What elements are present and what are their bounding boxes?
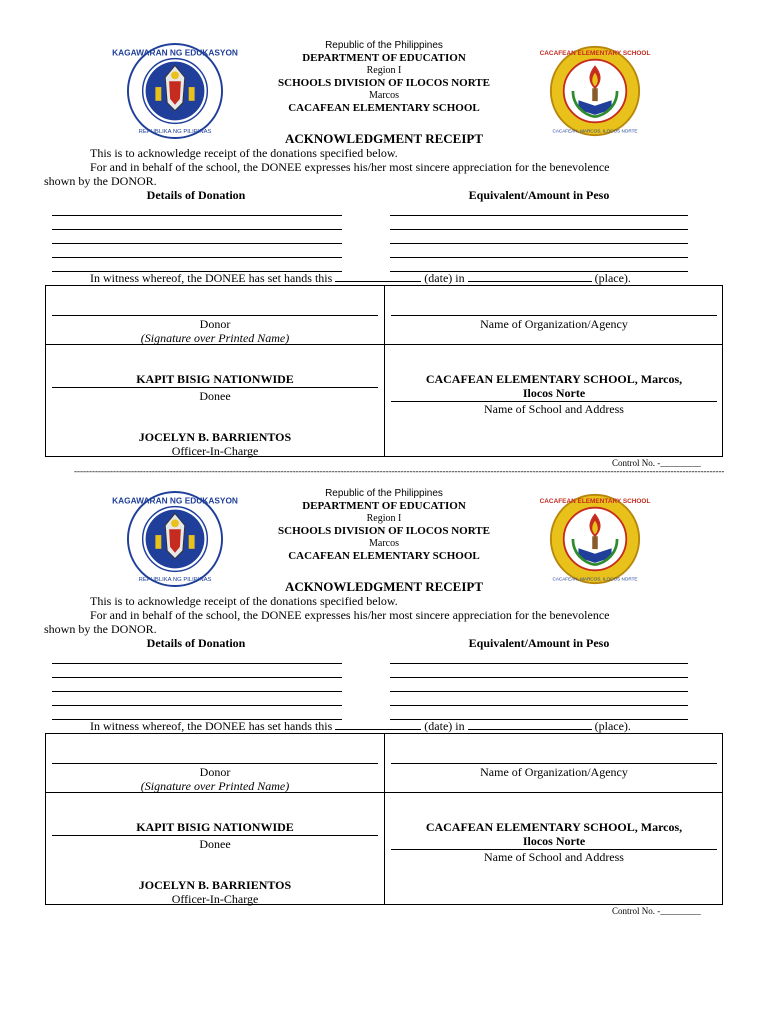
details-line[interactable]	[52, 691, 342, 692]
school-seal-subtext: CACAFEAN, MARCOS, ILOCOS NORTE	[552, 576, 638, 582]
receipt-title: ACKNOWLEDGMENT RECEIPT	[284, 579, 484, 594]
box-divider-vertical	[384, 734, 385, 904]
signature-box	[45, 733, 723, 905]
details-line[interactable]	[52, 243, 342, 244]
officer-label: Officer-In-Charge	[171, 892, 259, 906]
donee-label: Donee	[199, 389, 231, 403]
box-divider-vertical	[384, 286, 385, 456]
control-number[interactable]: Control No. -_________	[612, 458, 701, 468]
amount-heading: Equivalent/Amount in Peso	[468, 636, 610, 650]
school-seal-text: CACAFEAN ELEMENTARY SCHOOL	[539, 50, 651, 58]
amount-line[interactable]	[390, 677, 688, 678]
school-name-line1: CACAFEAN ELEMENTARY SCHOOL, Marcos,	[425, 820, 683, 834]
place-text: (place).	[594, 271, 631, 285]
control-number[interactable]: Control No. -_________	[612, 906, 701, 916]
donee-line	[52, 387, 378, 388]
donor-signature-line[interactable]	[52, 763, 378, 764]
republic-line: Republic of the Philippines	[325, 488, 443, 499]
paragraph-2: For and in behalf of the school, the DONEE expresses his/her most sincere appreciation for the benevolence	[90, 608, 610, 622]
organization-line[interactable]	[391, 763, 717, 764]
paragraph-1: This is to acknowledge receipt of the donations specified below.	[90, 594, 398, 608]
town-line: Marcos	[369, 538, 399, 549]
seal-top-text: KAGAWARAN NG EDUKASYON	[112, 495, 238, 506]
paragraph-1: This is to acknowledge receipt of the donations specified below.	[90, 146, 398, 160]
donor-label: Donor	[199, 765, 231, 779]
amount-line[interactable]	[390, 215, 688, 216]
paragraph-3: shown by the DONOR.	[44, 174, 157, 188]
school-seal-icon	[539, 493, 651, 585]
department-line: DEPARTMENT OF EDUCATION	[302, 500, 466, 512]
donor-signature-line[interactable]	[52, 315, 378, 316]
deped-seal-icon	[112, 490, 238, 588]
date-text: (date) in	[424, 719, 465, 733]
signature-box	[45, 285, 723, 457]
region-line: Region I	[366, 513, 402, 524]
details-heading: Details of Donation	[146, 188, 246, 202]
donee-name: KAPIT BISIG NATIONWIDE	[136, 820, 294, 834]
details-line[interactable]	[52, 257, 342, 258]
details-line[interactable]	[52, 229, 342, 230]
school-name-line2: Ilocos Norte	[522, 834, 586, 848]
school-name-line2: Ilocos Norte	[522, 386, 586, 400]
receipt-title: ACKNOWLEDGMENT RECEIPT	[284, 131, 484, 146]
witness-text: In witness whereof, the DONEE has set hands this	[90, 719, 333, 733]
organization-label: Name of Organization/Agency	[480, 317, 628, 331]
school-seal-subtext: CACAFEAN, MARCOS, ILOCOS NORTE	[552, 128, 638, 134]
paragraph-3: shown by the DONOR.	[44, 622, 157, 636]
region-line: Region I	[366, 65, 402, 76]
details-heading: Details of Donation	[146, 636, 246, 650]
date-blank[interactable]	[335, 271, 421, 282]
witness-line	[90, 719, 631, 734]
donee-line	[52, 835, 378, 836]
division-line: SCHOOLS DIVISION OF ILOCOS NORTE	[278, 77, 490, 89]
town-line: Marcos	[369, 90, 399, 101]
witness-line	[90, 271, 631, 286]
amount-line[interactable]	[390, 691, 688, 692]
officer-name: JOCELYN B. BARRIENTOS	[138, 878, 292, 892]
donor-sublabel: (Signature over Printed Name)	[140, 779, 290, 793]
amount-line[interactable]	[390, 243, 688, 244]
amount-line[interactable]	[390, 257, 688, 258]
organization-line[interactable]	[391, 315, 717, 316]
witness-text: In witness whereof, the DONEE has set hands this	[90, 271, 333, 285]
paragraph-2: For and in behalf of the school, the DONEE expresses his/her most sincere appreciation for the benevolence	[90, 160, 610, 174]
details-line[interactable]	[52, 215, 342, 216]
officer-label: Officer-In-Charge	[171, 444, 259, 458]
amount-line[interactable]	[390, 663, 688, 664]
seal-bottom-text: REPUBLIKA NG PILIPINAS	[138, 577, 212, 584]
seal-bottom-text: REPUBLIKA NG PILIPINAS	[138, 129, 212, 136]
donee-label: Donee	[199, 837, 231, 851]
donee-name: KAPIT BISIG NATIONWIDE	[136, 372, 294, 386]
receipt-2	[0, 448, 768, 918]
receipt-1	[0, 0, 768, 476]
date-text: (date) in	[424, 271, 465, 285]
amount-line[interactable]	[390, 229, 688, 230]
donor-label: Donor	[199, 317, 231, 331]
details-line[interactable]	[52, 705, 342, 706]
details-line[interactable]	[52, 677, 342, 678]
school-seal-icon	[539, 45, 651, 137]
school-name-line1: CACAFEAN ELEMENTARY SCHOOL, Marcos,	[425, 372, 683, 386]
cut-separator: -------------------------------------------------------------------------------------------------------------------------------------------------------------------------------------------------------------------------	[74, 466, 725, 476]
place-text: (place).	[594, 719, 631, 733]
date-blank[interactable]	[335, 719, 421, 730]
place-blank[interactable]	[468, 719, 592, 730]
deped-seal-icon	[112, 42, 238, 140]
donor-sublabel: (Signature over Printed Name)	[140, 331, 290, 345]
details-line[interactable]	[52, 663, 342, 664]
seal-top-text: KAGAWARAN NG EDUKASYON	[112, 47, 238, 58]
organization-label: Name of Organization/Agency	[480, 765, 628, 779]
officer-name: JOCELYN B. BARRIENTOS	[138, 430, 292, 444]
school-line: CACAFEAN ELEMENTARY SCHOOL	[288, 550, 480, 562]
place-blank[interactable]	[468, 271, 592, 282]
school-label: Name of School and Address	[484, 850, 624, 864]
amount-line[interactable]	[390, 705, 688, 706]
school-line: CACAFEAN ELEMENTARY SCHOOL	[288, 102, 480, 114]
division-line: SCHOOLS DIVISION OF ILOCOS NORTE	[278, 525, 490, 537]
republic-line: Republic of the Philippines	[325, 40, 443, 51]
amount-heading: Equivalent/Amount in Peso	[468, 188, 610, 202]
school-label: Name of School and Address	[484, 402, 624, 416]
school-seal-text: CACAFEAN ELEMENTARY SCHOOL	[539, 498, 651, 506]
department-line: DEPARTMENT OF EDUCATION	[302, 52, 466, 64]
